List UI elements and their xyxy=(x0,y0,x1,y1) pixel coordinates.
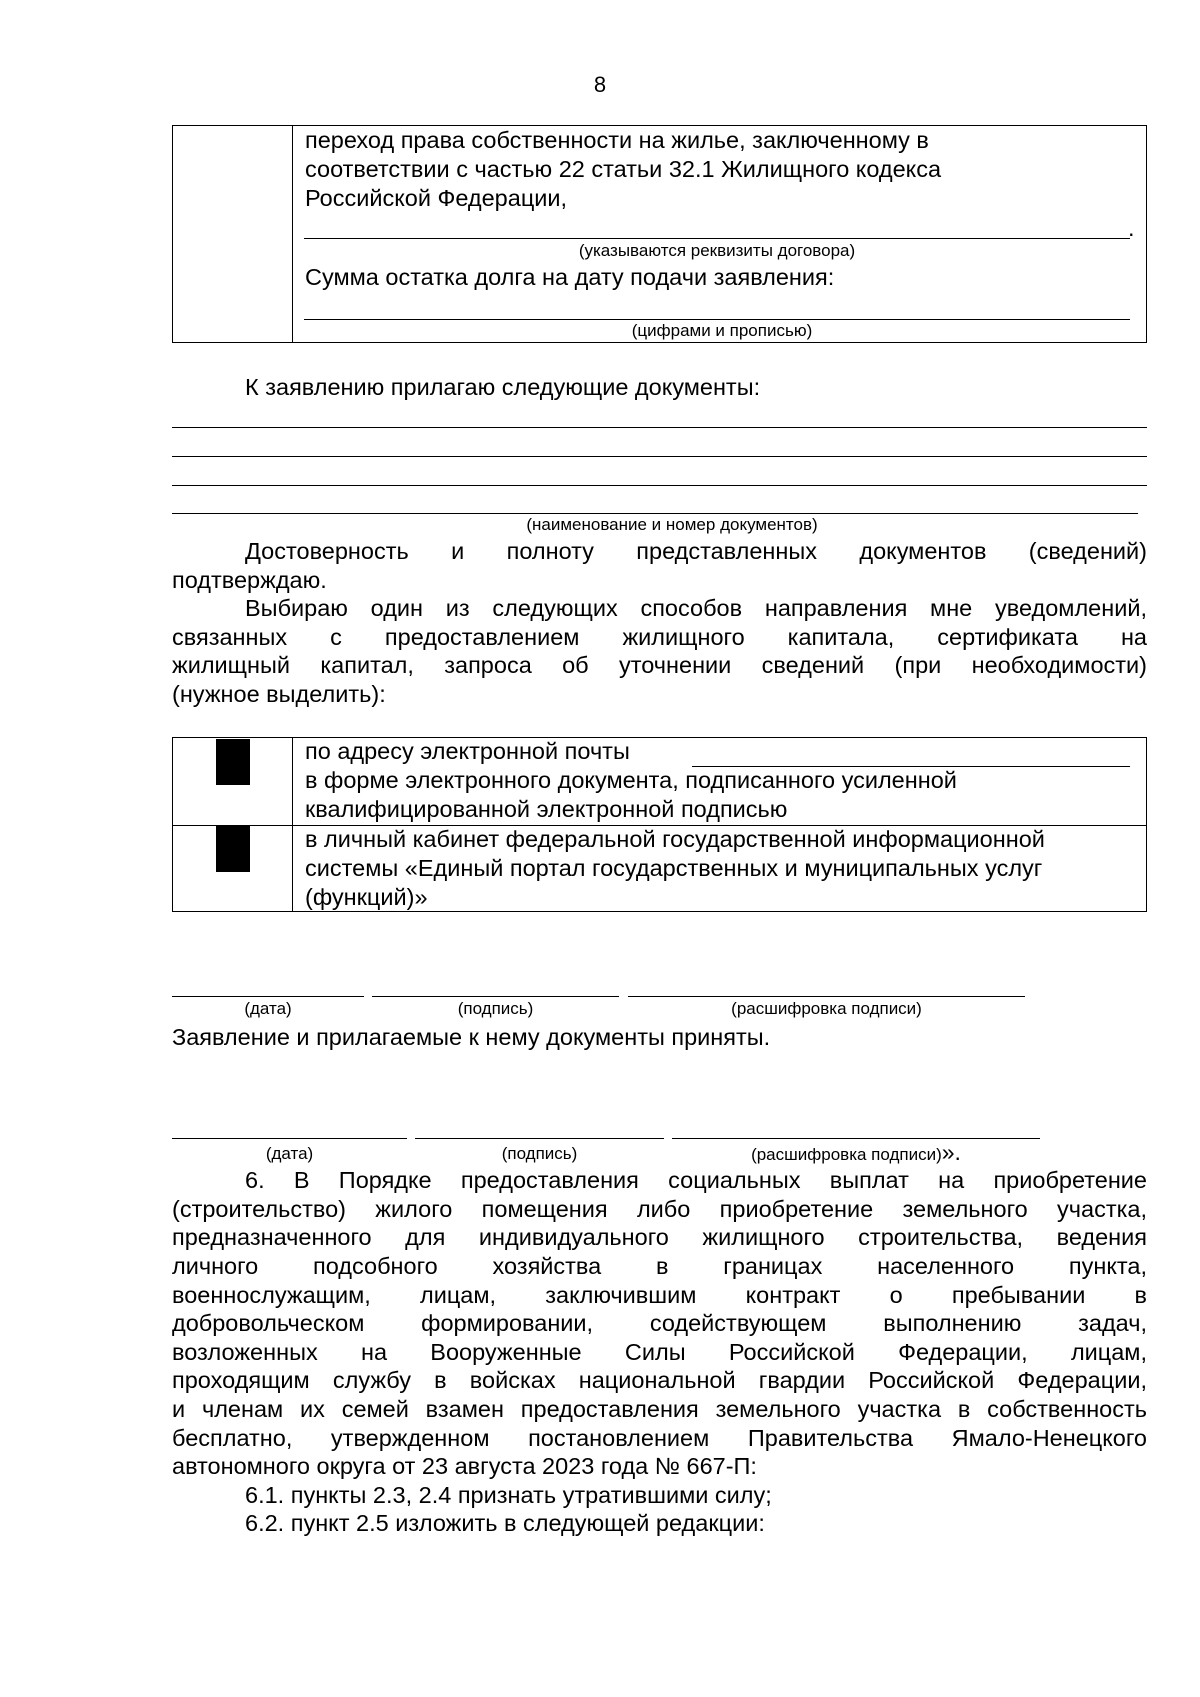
closing-quote: ». xyxy=(941,1139,961,1165)
decoding-caption-wrap xyxy=(672,1139,1040,1165)
debt-amount-line[interactable] xyxy=(304,319,1130,320)
page-number: 8 xyxy=(593,72,607,97)
signature-decoding-line[interactable] xyxy=(628,996,1025,997)
date-line[interactable] xyxy=(172,1138,407,1139)
signature-caption: (подпись) xyxy=(501,1144,578,1163)
option-portal-line: в личный кабинет федеральной государственной информационной xyxy=(305,826,1045,852)
section6-line: военнослужащим, лицам, заключившим контракт о пребывании в xyxy=(172,1282,1147,1308)
section6-line: и членам их семей взамен предоставления земельного участка в собственность xyxy=(172,1396,1147,1422)
contract-caption: (указываются реквизиты договора) xyxy=(578,241,856,260)
signature-caption: (подпись) xyxy=(457,999,534,1018)
confirm-line: подтверждаю. xyxy=(172,567,327,593)
option-portal-checkbox[interactable] xyxy=(216,826,250,872)
attachments-line[interactable] xyxy=(172,485,1147,486)
choose-line: (нужное выделить): xyxy=(172,681,386,707)
date-caption: (дата) xyxy=(244,999,292,1018)
section6-line: личного подсобного хозяйства в границах населенного пункта, xyxy=(172,1253,1147,1279)
table-divider xyxy=(292,125,293,343)
choose-line: Выбираю один из следующих способов направления мне уведомлений, xyxy=(245,595,1147,621)
section6-item: 6.2. пункт 2.5 изложить в следующей редакции: xyxy=(245,1510,765,1536)
option-email-line: квалифицированной электронной подписью xyxy=(305,796,788,822)
decoding-caption: (расшифровка подписи) xyxy=(731,999,922,1018)
choose-line: связанных с предоставлением жилищного капитала, сертификата на xyxy=(172,624,1147,650)
decoding-caption: (расшифровка подписи) xyxy=(751,1145,942,1164)
date-line[interactable] xyxy=(172,996,364,997)
section6-line: бесплатно, утвержденном постановлением Правительства Ямало-Ненецкого xyxy=(172,1425,1147,1451)
contract-text-line: переход права собственности на жилье, заключенному в xyxy=(305,127,929,153)
section6-line: добровольческом формировании, содействующем выполнению задач, xyxy=(172,1310,1147,1336)
contract-text-line: Российской Федерации, xyxy=(305,185,568,211)
option-email-checkbox[interactable] xyxy=(216,739,250,785)
confirm-line: Достоверность и полноту представленных документов (сведений) xyxy=(245,538,1147,564)
section6-line: (строительство) жилого помещения либо приобретение земельного участка, xyxy=(172,1196,1147,1222)
signature-decoding-line[interactable] xyxy=(672,1138,1040,1139)
accepted-text: Заявление и прилагаемые к нему документы приняты. xyxy=(172,1024,771,1050)
attachments-caption: (наименование и номер документов) xyxy=(526,515,818,534)
option-email-line: в форме электронного документа, подписанного усиленной xyxy=(305,767,957,793)
amount-caption: (цифрами и прописью) xyxy=(631,321,813,340)
option-email-line: по адресу электронной почты xyxy=(305,738,630,764)
section6-line: проходящим службу в войсках национальной гвардии Российской Федерации, xyxy=(172,1367,1147,1393)
section6-item: 6.1. пункты 2.3, 2.4 признать утратившими силу; xyxy=(245,1482,772,1508)
section6-line: предназначенного для индивидуального жилищного строительства, ведения xyxy=(172,1224,1147,1250)
signature-line[interactable] xyxy=(372,996,619,997)
signature-line[interactable] xyxy=(415,1138,664,1139)
option-portal-line: системы «Единый портал государственных и муниципальных услуг xyxy=(305,855,1043,881)
contract-text-line: соответствии с частью 22 статьи 32.1 Жилищного кодекса xyxy=(305,156,942,182)
option-portal-line: (функций)» xyxy=(305,884,428,910)
section6-last-line: автономного округа от 23 августа 2023 года № 667-П: xyxy=(172,1453,757,1479)
date-caption: (дата) xyxy=(265,1144,314,1163)
debt-label: Сумма остатка долга на дату подачи заявления: xyxy=(305,264,835,290)
attachments-intro: К заявлению прилагаю следующие документы: xyxy=(245,374,761,400)
choose-line: жилищный капитал, запроса об уточнении сведений (при необходимости) xyxy=(172,652,1147,678)
attachments-line[interactable] xyxy=(172,456,1147,457)
attachments-line[interactable] xyxy=(172,427,1147,428)
attachments-line[interactable] xyxy=(172,513,1138,514)
section6-line: возложенных на Вооруженные Силы Российской Федерации, лицам, xyxy=(172,1339,1147,1365)
section6-line: 6. В Порядке предоставления социальных выплат на приобретение xyxy=(245,1167,1147,1193)
contract-details-line[interactable] xyxy=(304,238,1130,239)
contract-period: . xyxy=(1128,215,1135,241)
